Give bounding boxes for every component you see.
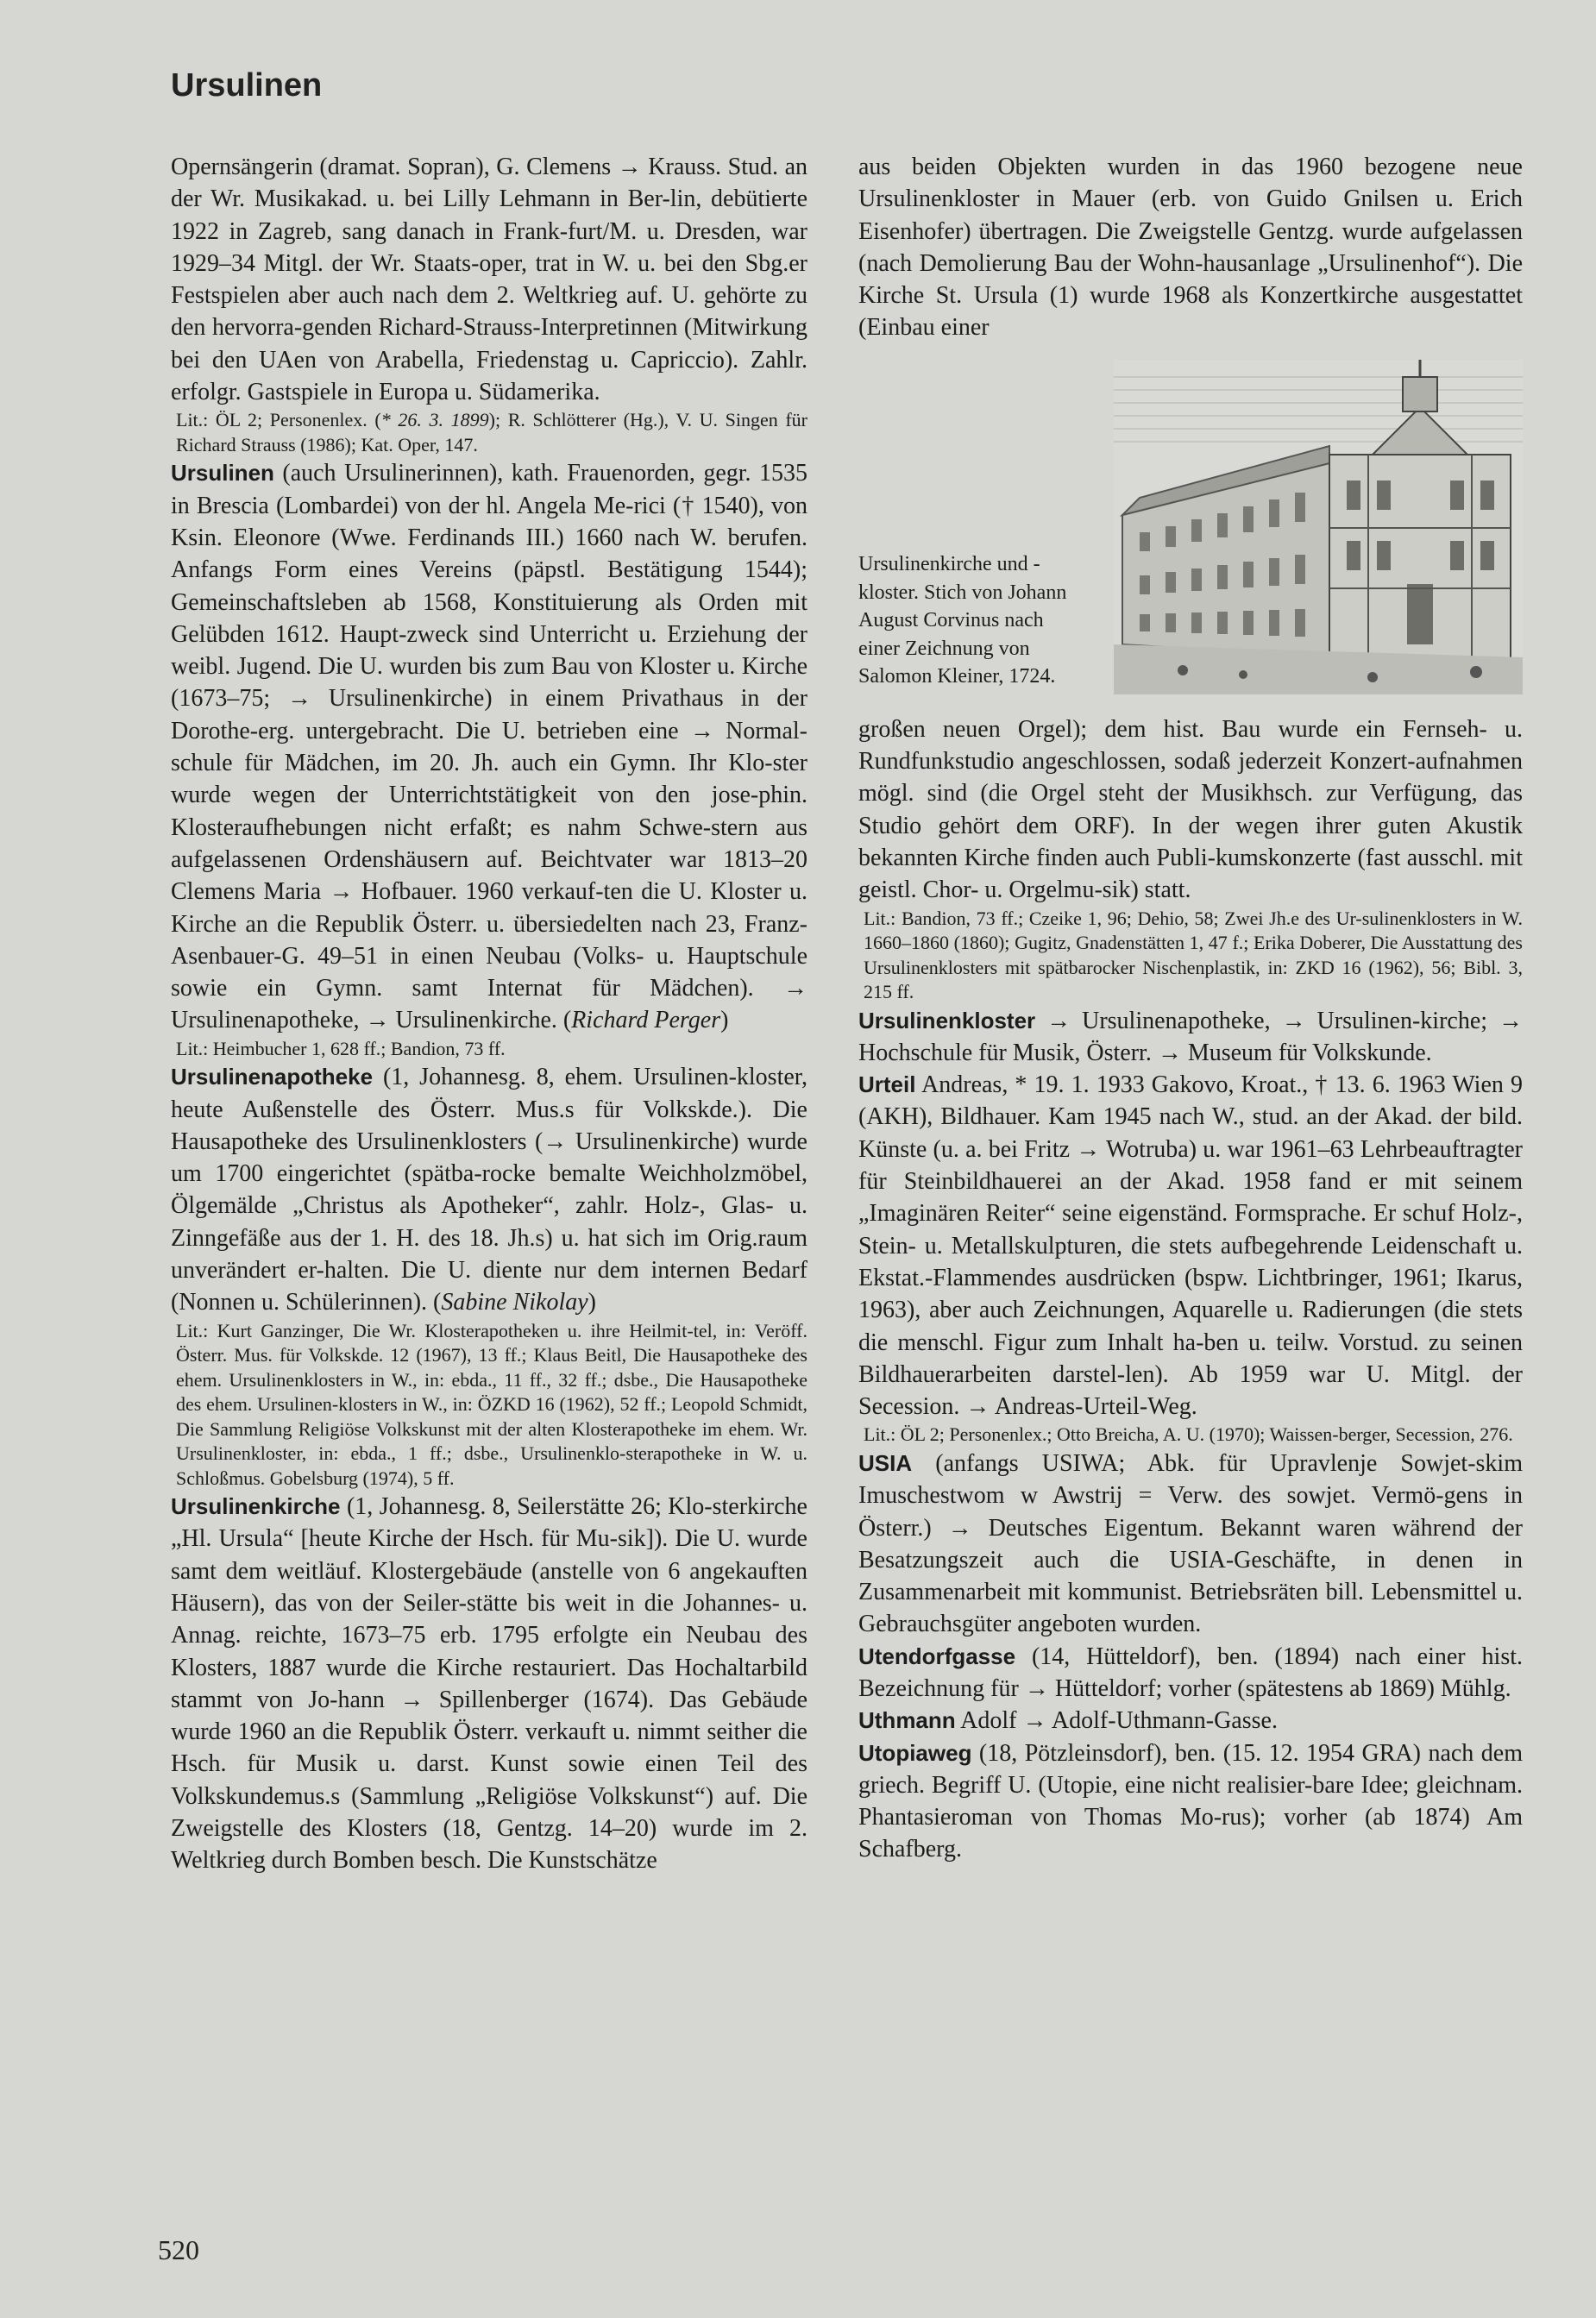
entry-continuation: [858, 151, 1523, 344]
literature-note: [171, 1037, 807, 1062]
entry-headword: Utendorfgasse: [858, 1643, 1016, 1669]
entry-ursulinenapotheke: [171, 1061, 807, 1318]
entry-ursulinenkirche: [171, 1491, 807, 1877]
entry-text-end: ): [720, 1007, 729, 1034]
entry-uthmann: [858, 1705, 1523, 1737]
entry-text-end: ): [588, 1289, 596, 1316]
entry-text: aus beiden Objekten wurden in das 1960 bezogene neue Ursulinenkloster in Mauer (erb. von Guido Gnilsen u. Erich Eisenhofer) übertragen. Die Zweigstelle Gentzg. wurde aufgelassen (nach Demolierung Bau der Wohn-hausanlage „Ursulinenhof“). Die Kirche St. Ursula (1) wurde 1968 als Konzertkirche ausgestattet (Einbau einer: [858, 154, 1523, 342]
lit-text: Lit.: ÖL 2; Personenlex. (: [176, 409, 381, 431]
entry-text: Adolf → Adolf-Uthmann-Gasse.: [955, 1707, 1278, 1735]
literature-note: [171, 408, 807, 457]
literature-note: [858, 1423, 1523, 1448]
entry-headword: USIA: [858, 1449, 913, 1476]
engraving-illustration: [1114, 360, 1523, 694]
church-engraving-icon: [1114, 360, 1523, 694]
lit-text: Lit.: Heimbucher 1, 628 ff.; Bandion, 73 ff.: [176, 1037, 506, 1059]
lit-text: Lit.: Kurt Ganzinger, Die Wr. Klosterapotheken u. ihre Heilmit-tel, in: Veröff. Österr. Mus. für Volkskde. 12 (1967), 13 ff.; Klaus Beitl, Die Hausapotheke des ehem. Ursulinenklosters in W., in: ebda., 11 ff., 32 ff.; dsbe., Die Hausapotheke des ehem. Ursulinen-klosters in W., in: ÖZKD 16 (1962), 52 ff.; Leopold Schmidt, Die Sammlung Religiöse Volkskunst mit der alten Klosterapotheke im ehem. Wr. Ursulinenkloster, in: ebda., 1 ff.; dsbe., Ursulinenklo-sterapotheke in W. u. Schloßmus. Gobelsburg (1974), 5 ff.: [176, 1319, 807, 1489]
entry-usia: [858, 1448, 1523, 1641]
entry-headword: Ursulinen: [171, 460, 274, 487]
page-title: Ursulinen: [171, 67, 323, 104]
entry-text: (1, Johannesg. 8, Seilerstätte 26; Klo-sterkirche „Hl. Ursula“ [heute Kirche der Hsch. für Mu-sik]). Die U. wurde samt dem weitläuf. Klostergebäude (anstelle von 6 angekauften Häusern), das von der Seiler-stätte bis weit in die Johannes- u. Annag. reichte, 1673–75 erb. 1795 erfolgte ein Neubau des Klosters, 1887 wurde die Kirche restauriert. Das Hochaltarbild stammt von Jo-hann → Spillenberger (1674). Das Gebäude wurde 1960 an die Republik Österr. verkauft u. nimmt seither die Hsch. für Musik u. darst. Kunst sowie einen Teil des Volkskundemus.s (Sammlung „Religiöse Volkskunst“) auf. Die Zweigstelle des Klosters (18, Gentzg. 14–20) wurde im 2. Weltkrieg durch Bomben besch. Die Kunstschätze: [171, 1493, 807, 1875]
figure-block: [858, 360, 1523, 694]
entry-ursulinenkloster: [858, 1005, 1523, 1070]
entry-headword: Urteil: [858, 1071, 916, 1098]
lit-text: Lit.: Bandion, 73 ff.; Czeike 1, 96; Dehio, 58; Zwei Jh.e des Ur-sulinenklosters in W. 1660–1860 (1860); Gugitz, Gnadenstätten 1, 47 f.; Erika Doberer, Die Ausstattung des Ursulinenklosters mit spätbarocker Nischenplastik, in: ZKD 16 (1962), 56; Bibl. 3, 215 ff.: [864, 907, 1523, 1003]
entry-author: Richard Perger: [571, 1007, 721, 1034]
entry-urteil: [858, 1069, 1523, 1423]
entry-continuation: [858, 713, 1523, 907]
literature-note: [858, 907, 1523, 1005]
entry-author: Sabine Nikolay: [441, 1289, 588, 1316]
entry-text: Opernsängerin (dramat. Sopran), G. Clemens → Krauss. Stud. an der Wr. Musikakad. u. bei Lilly Lehmann in Ber-lin, debütierte 1922 in Zagreb, sang danach in Frank-furt/M. u. Dresden, war 1929–34 Mitgl. der Wr. Staats-oper, trat in W. u. bei den Sbg.er Festspielen aber auch nach dem 2. Weltkrieg auf. U. gehörte zu den hervorra-genden Richard-Strauss-Interpretinnen (Mitwirkung bei den UAen von Arabella, Friedenstag u. Capriccio). Zahlr. erfolgr. Gastspiele in Europa u. Südamerika.: [171, 154, 807, 406]
entry-headword: Ursulinenkirche: [171, 1493, 341, 1520]
entry-text: (1, Johannesg. 8, ehem. Ursulinen-kloster, heute Außenstelle des Österr. Mus.s für Volkskde.). Die Hausapotheke des Ursulinenklosters (→ Ursulinenkirche) wurde um 1700 eingerichtet (spätba-rocke bemalte Weichholzmöbel, Ölgemälde „Christus als Apotheker“, zahlr. Holz-, Glas- u. Zinngefäße aus der 1. H. des 18. Jh.s) u. hat sich im Orig.raum unverändert er-halten. Die U. diente nur dem internen Bedarf (Nonnen u. Schülerinnen). (: [171, 1064, 807, 1316]
entry-text: Andreas, * 19. 1. 1933 Gakovo, Kroat., † 13. 6. 1963 Wien 9 (AKH), Bildhauer. Kam 1945 nach W., stud. an der Akad. der bild. Künste (u. a. bei Fritz → Wotruba) u. war 1961–63 Lehrbeauftragter für Steinbildhauerei an der Akad. 1958 fand er mit seinem „Imaginären Reiter“ seine eigenständ. Formsprache. Er schuf Holz-, Stein- u. Metallskulpturen, die stets aufbegehrende Leidenschaft u. Ekstat.-Flammendes ausdrücken (bspw. Lichtbringer, 1961; Ikarus, 1963), aber auch Zeichnungen, Aquarelle u. Radierungen (die stets die menschl. Figur zum Inhalt ha-ben u. teilw. Vorstud. zu seinen Bildhauerarbeiten darstel-len). Ab 1959 war U. Mitgl. der Secession. → Andreas-Urteil-Weg.: [858, 1071, 1523, 1421]
entry-headword: Ursulinenapotheke: [171, 1064, 374, 1090]
entry-headword: Ursulinenkloster: [858, 1007, 1036, 1033]
lit-text: Lit.: ÖL 2; Personenlex.; Otto Breicha, A. U. (1970); Waissen-berger, Secession, 276.: [864, 1423, 1513, 1446]
lit-text-after: ); R. Schlötterer (Hg.), V. U. Singen für Richard Strauss (1986); Kat. Oper, 147.: [176, 409, 807, 455]
entry-ursulinen: [171, 457, 807, 1036]
figure-caption: Ursulinenkirche und -kloster. Stich von Johann August Corvinus nach einer Zeichnung von Salomon Kleiner, 1724.: [858, 553, 1067, 688]
entry-continuation: [171, 151, 807, 408]
entry-utopiaweg: [858, 1737, 1523, 1866]
literature-note: [171, 1319, 807, 1492]
entry-text: großen neuen Orgel); dem hist. Bau wurde ein Fernseh- u. Rundfunkstudio angeschlossen, sodaß jederzeit Konzert-aufnahmen mögl. sind (die Orgel steht der Musikhsch. zur Verfügung, das Studio gehört dem ORF). In der wegen ihrer guten Akustik bekannten Kirche finden auch Publi-kumskonzerte (fast ausschl. mit geistl. Chor- u. Orgelmu-sik) statt.: [858, 715, 1523, 904]
entry-text: (auch Ursulinerinnen), kath. Frauenorden, gegr. 1535 in Brescia (Lombardei) von der hl. Angela Me-rici († 1540), von Ksin. Eleonore (Wwe. Ferdinands III.) 1660 nach W. berufen. Anfangs Form eines Vereins (päpstl. Bestätigung 1544); Gemeinschaftsleben ab 1568, Konstituierung als Orden mit Gelübden 1612. Haupt-zweck sind Unterricht u. Erziehung der weibl. Jugend. Die U. wurden bis zum Bau von Kloster u. Kirche (1673–75; → Ursulinenkirche) in einem Privathaus in der Dorothe-erg. untergebracht. Die U. betrieben eine → Normal-schule für Mädchen, im 20. Jh. auch ein Gymn. Ihr Klo-ster wurde wegen der Unterrichtstätigkeit von den jose-phin. Klosteraufhebungen nicht erfaßt; es nahm Schwe-stern aus aufgelassenen Ordenshäusern auf. Beichtvater war 1813–20 Clemens Maria → Hofbauer. 1960 verkauf-ten die U. Kloster u. Kirche an die Republik Österr. u. übersiedelten nach 23, Franz-Asenbauer-G. 49–51 in einen Neubau (Volks- u. Hauptschule sowie ein Gymn. samt Internat für Mädchen). → Ursulinenapotheke, → Ursulinenkirche. (: [171, 460, 807, 1034]
entry-utendorfgasse: [858, 1641, 1523, 1706]
left-column: [171, 151, 807, 1877]
entry-text: (anfangs USIWA; Abk. für Upravlenje Sowjet-skim Imuschestwom w Awstrij = Verw. des sowjet. Vermö-gens in Österr.) → Deutsches Eigentum. Bekannt waren während der Besatzungszeit auch die USIA-Geschäfte, in denen in Zusammenarbeit mit kommunist. Betriebsräten bill. Lebensmittel u. Gebrauchsgüter angeboten wurden.: [858, 1449, 1523, 1638]
right-column: [858, 151, 1523, 1866]
entry-headword: Utopiaweg: [858, 1739, 972, 1766]
entry-text: → Ursulinenapotheke, → Ursulinen-kirche; → Hochschule für Musik, Österr. → Museum für Volkskunde.: [858, 1007, 1523, 1066]
entry-text: (18, Pötzleinsdorf), ben. (15. 12. 1954 GRA) nach dem griech. Begriff U. (Utopie, eine nicht realisier-bare Idee; gleichnam. Phantasieroman von Thomas Mo-rus); vorher (ab 1874) Am Schafberg.: [858, 1739, 1523, 1863]
lit-italic: * 26. 3. 1899: [380, 409, 489, 431]
entry-text: (14, Hütteldorf), ben. (1894) nach einer hist. Bezeichnung für → Hütteldorf; vorher (spätestens ab 1869) Mühlg.: [858, 1643, 1523, 1702]
entry-headword: Uthmann: [858, 1707, 956, 1734]
page-number: 520: [158, 2234, 199, 2265]
